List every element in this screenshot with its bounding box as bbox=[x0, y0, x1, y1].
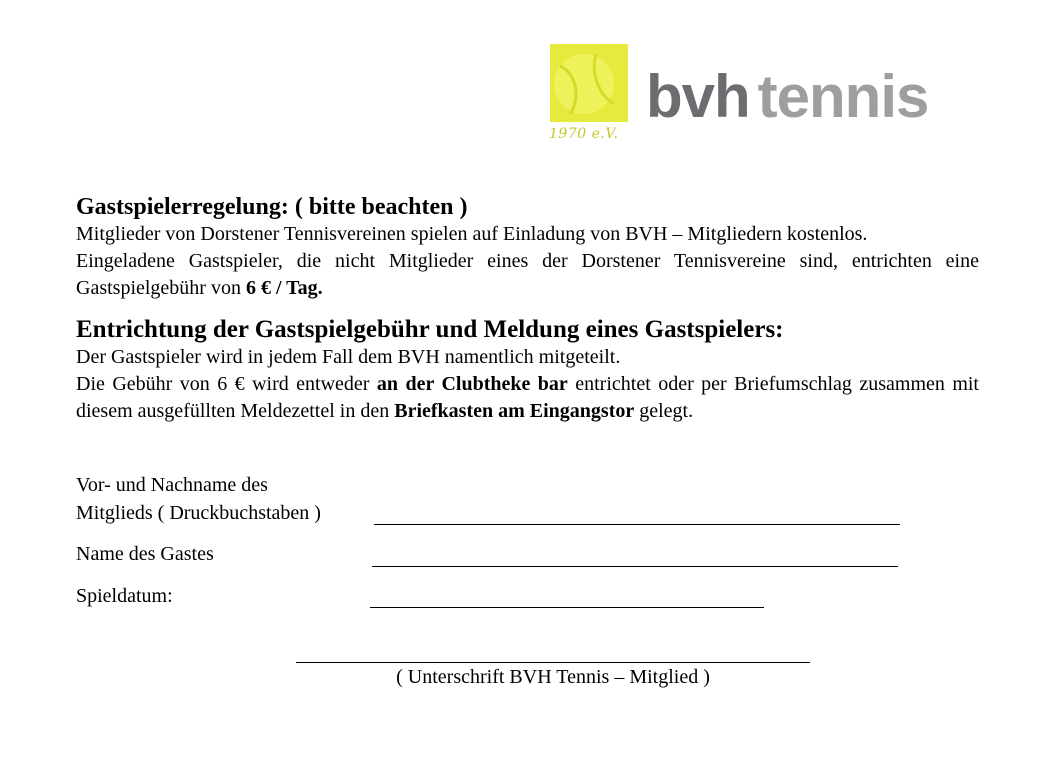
member-name-label-line1: Vor- und Nachname des bbox=[76, 474, 268, 496]
section-fee-payment bbox=[76, 316, 979, 425]
member-name-label-line2: Mitglieds ( Druckbuchstaben ) bbox=[76, 502, 321, 524]
payment-text-c: gelegt. bbox=[634, 400, 694, 422]
logo-year: 1970 e.V. bbox=[549, 126, 619, 142]
section-guest-rules bbox=[76, 193, 979, 302]
guest-name-field[interactable] bbox=[372, 566, 898, 567]
payment-text-a: Die Gebühr von 6 € wird entweder bbox=[76, 373, 377, 395]
paragraph-members-free: Mitglieder von Dorstener Tennisvereinen spielen auf Einladung von BVH – Mitgliedern kostenlos. bbox=[76, 223, 868, 245]
play-date-field[interactable] bbox=[370, 607, 764, 608]
payment-briefkasten: Briefkasten am Eingangstor bbox=[394, 400, 635, 422]
logo-bvh-text: bvh bbox=[646, 63, 750, 130]
paragraph-guest-fee-text: Eingeladene Gastspieler, die nicht Mitglieder eines der Dorstener Tennisvereine sind, entrichten eine Gastspielgebühr von bbox=[76, 250, 979, 299]
document-body bbox=[76, 193, 979, 425]
section-heading-guest-rules: Gastspielerregelung: ( bitte beachten ) bbox=[76, 194, 468, 220]
section-heading-fee-payment: Entrichtung der Gastspielgebühr und Meldung eines Gastspielers: bbox=[76, 316, 784, 343]
payment-clubtheke: an der Clubtheke bar bbox=[376, 373, 568, 395]
logo-tennis-text: tennis bbox=[757, 63, 929, 130]
tennis-ball-logo-icon bbox=[550, 44, 628, 122]
signature-field[interactable] bbox=[296, 662, 810, 663]
logo-wordmark bbox=[646, 62, 928, 132]
signature-caption: ( Unterschrift BVH Tennis – Mitglied ) bbox=[396, 666, 710, 688]
member-name-field[interactable] bbox=[374, 524, 900, 525]
paragraph-guest-notification: Der Gastspieler wird in jedem Fall dem BVH namentlich mitgeteilt. bbox=[76, 346, 621, 368]
play-date-label: Spieldatum: bbox=[76, 585, 173, 607]
payment-text-b: entrichtet oder per Briefumschlag zusammen mit diesem ausgefüllten Meldezettel in den bbox=[76, 373, 979, 422]
guest-fee-amount: 6 € / Tag. bbox=[245, 277, 323, 299]
paragraph-payment-method bbox=[76, 371, 979, 425]
paragraph-guest-fee bbox=[76, 248, 979, 302]
guest-name-label: Name des Gastes bbox=[76, 543, 214, 565]
